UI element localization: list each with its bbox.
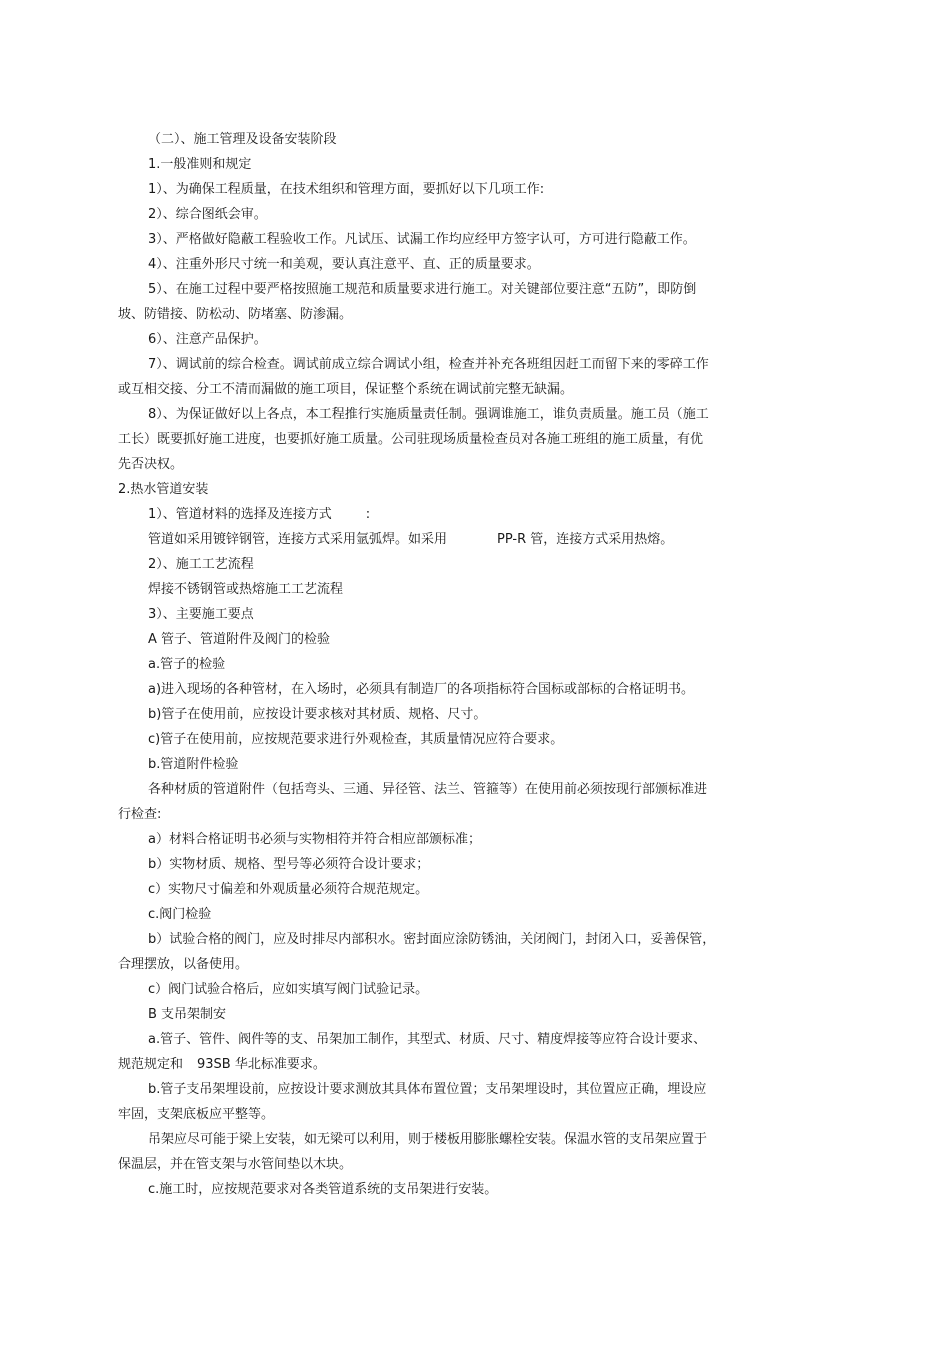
- pipe-inspection-title: a.管子的检验: [148, 657, 226, 672]
- support-c: c.施工时，应按规范要求对各类管道系统的支吊架进行安装。: [148, 1182, 498, 1197]
- pipe-inspection-b: b)管子在使用前，应按设计要求核对其材质、规格、尺寸。: [148, 707, 487, 722]
- section-heading: （二）、施工管理及设备安装阶段: [148, 132, 337, 147]
- valve-inspection-c: c）阀门试验合格后，应如实填写阀门试验记录。: [148, 982, 429, 997]
- hanger-line-1: 吊架应尽可能于梁上安装，如无梁可以利用，则于楼板用膨胀螺栓安装。保温水管的支吊架应置于: [148, 1132, 708, 1147]
- hotwater-point-3: 3）、主要施工要点: [148, 607, 254, 622]
- support-a-line-1: a.管子、管件、阀件等的支、吊架加工制作，其型式、材质、尺寸、精度焊接等应符合设计要求、: [148, 1032, 707, 1047]
- fitting-inspection-line-1: 各种材质的管道附件（包括弯头、三通、异径管、法兰、管箍等）在使用前必须按现行部颁标准进: [148, 782, 708, 797]
- inspection-title: A 管子、管道附件及阀门的检验: [148, 632, 331, 647]
- general-item-5-line-1: 5）、在施工过程中要严格按照施工规范和质量要求进行施工。对关键部位要注意“五防”，即防倒: [148, 282, 697, 297]
- hotwater-point-1: [118, 502, 758, 527]
- pipe-inspection-c: c)管子在使用前，应按规范要求进行外观检查，其质量情况应符合要求。: [148, 732, 564, 747]
- valve-inspection-b-line-2: 合理摆放，以备使用。: [118, 957, 249, 972]
- general-item-1: 1）、为确保工程质量，在技术组织和管理方面，要抓好以下几项工作:: [148, 182, 545, 197]
- general-item-2: 2）、综合图纸会审。: [148, 207, 267, 222]
- hotwater-point-1-text-b: PP-R 管，连接方式采用热熔。: [497, 532, 674, 547]
- hotwater-point-1-colon: :: [365, 507, 371, 522]
- support-b-line-2: 牢固，支架底板应平整等。: [118, 1107, 275, 1122]
- hotwater-point-1-text-a: 管道如采用镀锌钢管，连接方式采用氩弧焊。如采用: [148, 532, 448, 547]
- general-title: 1.一般准则和规定: [148, 157, 252, 172]
- hanger-line-2: 保温层，并在管支架与水管间垫以木块。: [118, 1157, 353, 1172]
- support-a-line-2a: 规范规定和: [118, 1057, 184, 1072]
- fitting-inspection-b: b）实物材质、规格、型号等必须符合设计要求；: [148, 857, 430, 872]
- hotwater-point-1-label: 1）、管道材料的选择及连接方式: [148, 507, 332, 522]
- fitting-inspection-a: a）材料合格证明书必须与实物相符并符合相应部颁标准；: [148, 832, 481, 847]
- general-item-8-line-2: 工长）既要抓好施工进度，也要抓好施工质量。公司驻现场质量检查员对各施工班组的施工质量，有优: [118, 432, 704, 447]
- pipe-inspection-a: a)进入现场的各种管材，在入场时，必须具有制造厂的各项指标符合国标或部标的合格证明书。: [148, 682, 695, 697]
- fitting-inspection-line-2: 行检查:: [118, 807, 162, 822]
- hotwater-point-2-text: 焊接不锈钢管或热熔施工工艺流程: [148, 582, 344, 597]
- valve-inspection-b-line-1: b）试验合格的阀门，应及时排尽内部积水。密封面应涂防锈油，关闭阀门，封闭入口，妥善保管，: [148, 932, 716, 947]
- document-body: [118, 127, 758, 1202]
- general-item-8-line-3: 先否决权。: [118, 457, 184, 472]
- general-item-7-line-2: 或互相交接、分工不清而漏做的施工项目，保证整个系统在调试前完整无缺漏。: [118, 382, 574, 397]
- valve-inspection-title: c.阀门检验: [148, 907, 212, 922]
- support-a-line-2: [118, 1052, 758, 1077]
- support-b-line-1: b.管子支吊架埋设前，应按设计要求测放其具体布置位置；支吊架埋设时，其位置应正确，埋设应: [148, 1082, 707, 1097]
- general-item-3: 3）、严格做好隐蔽工程验收工作。凡试压、试漏工作均应经甲方签字认可，方可进行隐蔽工作。: [148, 232, 696, 247]
- support-a-line-2b: 93SB 华北标准要求。: [197, 1057, 326, 1072]
- fitting-inspection-c: c）实物尺寸偏差和外观质量必须符合规范规定。: [148, 882, 429, 897]
- hotwater-point-1-text: [118, 527, 758, 552]
- hotwater-point-2: 2）、施工工艺流程: [148, 557, 254, 572]
- general-item-4: 4）、注重外形尺寸统一和美观，要认真注意平、直、正的质量要求。: [148, 257, 540, 272]
- support-title: B 支吊架制安: [148, 1007, 227, 1022]
- general-item-6: 6）、注意产品保护。: [148, 332, 267, 347]
- general-item-8-line-1: 8）、为保证做好以上各点，本工程推行实施质量责任制。强调谁施工，谁负责质量。施工员（施工: [148, 407, 709, 422]
- general-item-5-line-2: 坡、防错接、防松动、防堵塞、防渗漏。: [118, 307, 353, 322]
- hotwater-title: 2.热水管道安装: [118, 482, 209, 497]
- general-item-7-line-1: 7）、调试前的综合检查。调试前成立综合调试小组，检查并补充各班组因赶工而留下来的零碎工作: [148, 357, 709, 372]
- fitting-inspection-title: b.管道附件检验: [148, 757, 239, 772]
